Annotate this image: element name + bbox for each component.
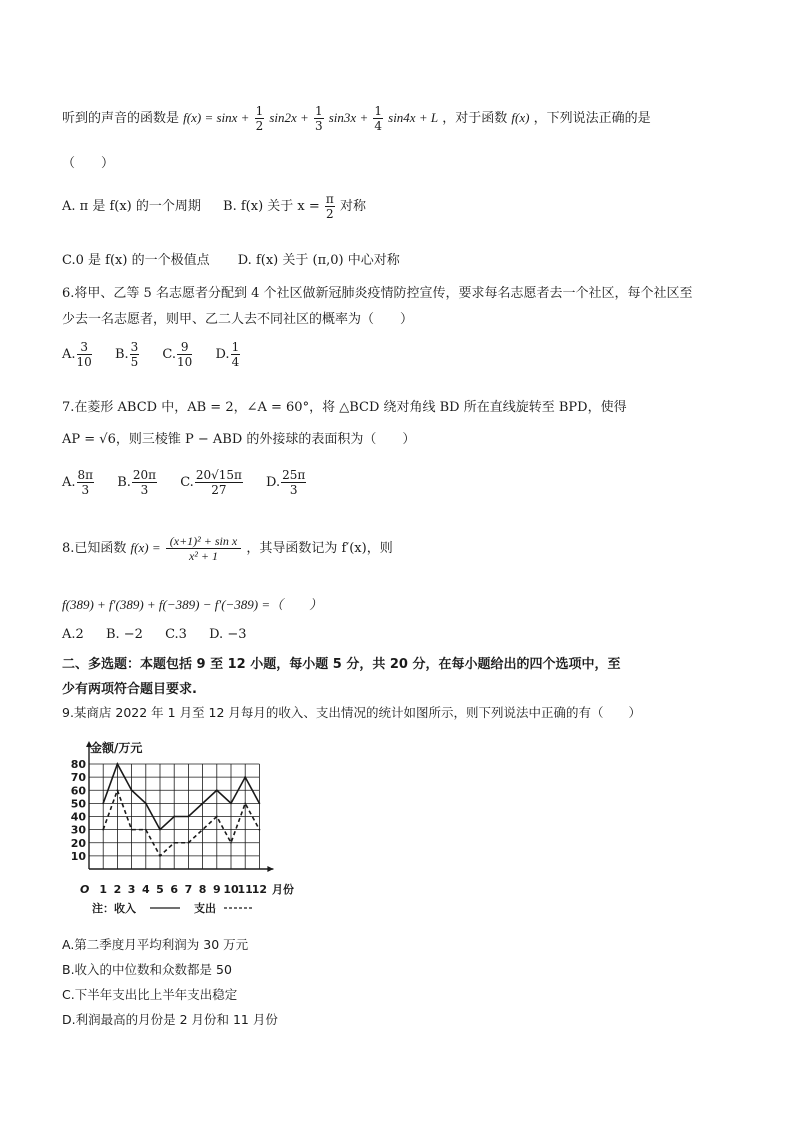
q5-formula-lhs: f(x) = sinx + <box>183 110 250 125</box>
income-point <box>117 763 119 765</box>
income-point <box>230 802 232 804</box>
q5-option-d: D. f(x) 关于 (π,0) 中心对称 <box>237 253 400 268</box>
q8-stem-a: 8.已知函数 <box>62 541 127 556</box>
q9-option-b: B.收入的中位数和众数都是 50 <box>62 962 232 977</box>
q6-options <box>62 340 259 369</box>
expense-point <box>202 829 204 831</box>
section2-heading-line1: 二、多选题：本题包括 9 至 12 小题，每小题 5 分，共 20 分，在每小题给出的四个选项中，至 <box>62 657 621 672</box>
q8-lhs: f(x) = <box>130 540 161 555</box>
chart-legend-income: 注：收入 <box>92 902 136 915</box>
x-tick-label: 6 <box>170 883 179 896</box>
expense-point <box>145 829 147 831</box>
expense-point <box>173 842 175 844</box>
x-tick-label: 10 <box>223 883 239 896</box>
x-tick-label: 2 <box>113 883 122 896</box>
q7-stem-line1: 7.在菱形 ABCD 中，AB = 2，∠A = 60°，将 △BCD 绕对角线 BD 所在直线旋转至 BPD，使得 <box>62 400 627 415</box>
y-tick-label: 40 <box>70 810 86 824</box>
income-point <box>202 802 204 804</box>
x-tick-label: 5 <box>156 883 164 896</box>
y-tick-label: 60 <box>70 784 86 798</box>
expense-point <box>188 842 190 844</box>
expense-point <box>131 829 133 831</box>
x-tick-label: 9 <box>212 883 221 896</box>
q5-answer-paren: （ ） <box>62 156 115 171</box>
chart-legend-expense: 支出 <box>194 902 216 915</box>
x-tick-label: 3 <box>127 883 136 896</box>
expense-point <box>102 829 104 831</box>
q8-options <box>62 627 264 642</box>
income-point <box>216 789 218 791</box>
y-tick-label: 30 <box>70 823 86 837</box>
chart-y-label: 金额/万元 <box>90 741 143 755</box>
q8-stem-b: ，其导函数记为 f′(x)，则 <box>246 541 393 556</box>
q5-option-b: B. f(x) 关于 x = $\frac{\pi}{2}$ 对称 <box>223 192 366 221</box>
q8-fraction: $\frac{\text{(x+1)² + sin x}}{\text{x² + 1}}$ <box>166 534 241 563</box>
q5-frac1: $\frac{1}{2}$ <box>255 104 264 133</box>
q8-option-d: D. −3 <box>209 627 247 642</box>
y-tick-label: 10 <box>70 849 86 863</box>
q9-option-c: C.下半年支出比上半年支出稳定 <box>62 987 238 1002</box>
q6-option-c: C. $\frac{9}{10}$ <box>162 340 193 369</box>
x-tick-label: 12 <box>251 883 268 896</box>
q5-option-a: A. π 是 f(x) 的一个周期 <box>62 199 201 214</box>
chart-origin-label: O <box>80 883 90 896</box>
x-axis-arrow <box>267 866 273 872</box>
q5-frac2: $\frac{1}{3}$ <box>314 104 323 133</box>
expense-point <box>117 789 119 791</box>
x-tick-label: 7 <box>184 883 193 896</box>
q7-options <box>62 468 325 497</box>
q6-option-d: D. $\frac{1}{4}$ <box>215 340 240 369</box>
income-point <box>131 789 133 791</box>
q8-stem-line1 <box>62 534 393 563</box>
q7-option-b: B. $\frac{20\pi}{3}$ <box>117 468 157 497</box>
income-point <box>188 816 190 818</box>
x-tick-label: 1 <box>99 883 108 896</box>
q5-stem-a: 听到的声音的函数是 <box>62 111 180 126</box>
q9-option-a: A.第二季度月平均利润为 30 万元 <box>62 937 249 952</box>
q5-frac3: $\frac{1}{4}$ <box>374 104 382 133</box>
q9-option-d: D.利润最高的月份是 2 月份和 11 月份 <box>62 1012 278 1027</box>
q7-option-d: D. $\frac{25\pi}{3}$ <box>266 468 306 497</box>
q7-option-c: C. $\frac{20√15\pi}{27}$ <box>180 468 242 497</box>
q9-stem: 9.某商店 2022 年 1 月至 12 月每月的收入、支出情况的统计如图所示，则下列说法中正确的有（ ） <box>62 705 641 720</box>
series-line-income <box>103 764 259 830</box>
x-tick-label: 4 <box>141 883 150 896</box>
x-tick-label: 8 <box>198 883 207 896</box>
section2-heading-line2: 少有两项符合题目要求. <box>62 682 197 697</box>
expense-point <box>159 855 161 857</box>
q5-option-c: C.0 是 f(x) 的一个极值点 <box>62 253 210 268</box>
income-point <box>159 829 161 831</box>
y-tick-label: 50 <box>70 797 86 811</box>
chart-x-ticks <box>99 883 267 896</box>
q8-option-a: A.2 <box>62 627 84 642</box>
q5-term3: sin4x + L <box>388 110 439 125</box>
q7-option-a: A. $\frac{8\pi}{3}$ <box>62 468 94 497</box>
q5-stem-b: ，对于函数 <box>442 111 508 126</box>
expense-point <box>244 802 246 804</box>
expense-point <box>216 816 218 818</box>
q5-stem-line <box>62 104 651 133</box>
x-tick-label: 11 <box>237 883 253 896</box>
q5-fx: f(x) <box>511 110 530 125</box>
income-point <box>102 802 104 804</box>
y-tick-label: 80 <box>70 758 86 771</box>
chart-x-label: 月份 <box>272 883 294 896</box>
q5-options-row2 <box>62 249 400 268</box>
income-point <box>259 802 261 804</box>
q6-stem-line2: 少去一名志愿者，则甲、乙二人去不同社区的概率为（ ） <box>62 312 414 327</box>
q5-options-row1 <box>62 192 366 221</box>
series-line-expense <box>103 790 259 856</box>
q6-stem-line1: 6.将甲、乙等 5 名志愿者分配到 4 个社区做新冠肺炎疫情防控宣传，要求每名志愿者去一个社区，每个社区至 <box>62 286 693 301</box>
chart-y-ticks <box>71 758 87 863</box>
y-tick-label: 20 <box>70 836 86 850</box>
income-point <box>244 776 246 778</box>
income-point <box>145 802 147 804</box>
income-point <box>173 816 175 818</box>
q6-option-a: A. $\frac{3}{10}$ <box>62 340 92 369</box>
expense-point <box>259 829 261 831</box>
q5-term2: sin3x + <box>328 110 369 125</box>
y-tick-label: 70 <box>70 771 86 785</box>
q8-option-c: C.3 <box>165 627 187 642</box>
expense-point <box>230 842 232 844</box>
q6-option-b: B. $\frac{3}{5}$ <box>114 340 139 369</box>
q7-stem-line2: AP = √6，则三棱锥 P − ABD 的外接球的表面积为（ ） <box>62 432 416 447</box>
q9-chart <box>66 735 306 920</box>
q8-stem-line2: f(389) + f′(389) + f(−389) − f′(−389) =（ ） <box>62 597 323 612</box>
q8-option-b: B. −2 <box>105 627 143 642</box>
q5-stem-c: ，下列说法正确的是 <box>533 111 651 126</box>
q5-term1: sin2x + <box>269 110 309 125</box>
